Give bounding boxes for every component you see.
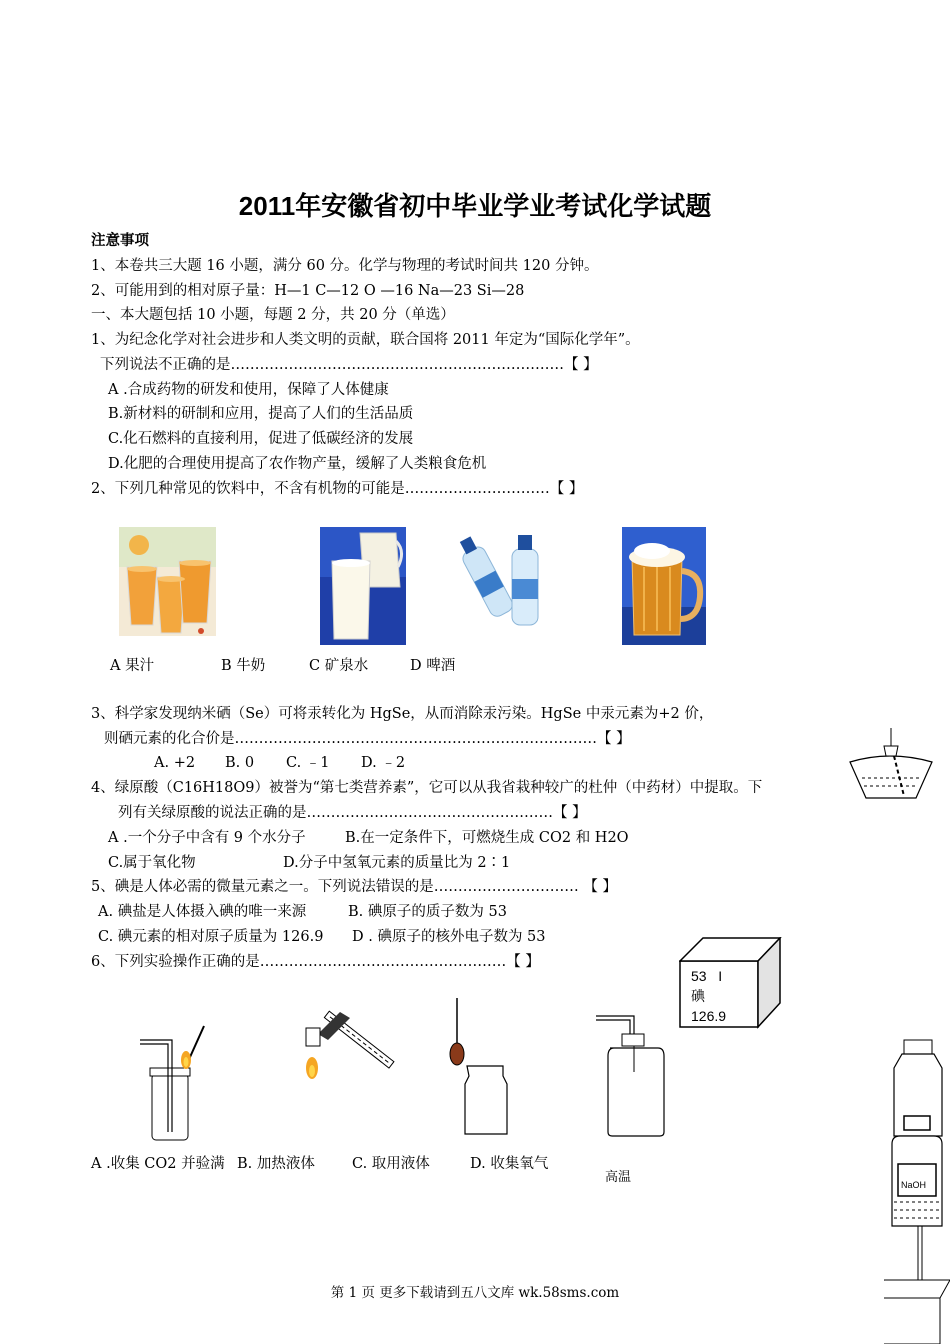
q2-stem: 2、下列几种常见的饮料中，不含有机物的可能是…………………………【 】: [91, 481, 584, 497]
milk-photo: [320, 527, 406, 645]
q4-stem-text: 4、绿原酸（C16H18O9）被誉为“第七类营养素”，它可以从我省栽种较广的杜仲（中药材）中提取。下: [91, 780, 763, 796]
q5-stem: 5、碘是人体必需的微量元素之一。下列说法错误的是………………………… 【 】: [91, 879, 617, 895]
q4-option-d: D.分子中氢氧元素的质量比为 2∶1: [283, 855, 511, 871]
q3-stem-line1: 3、科学家发现纳米硒（Se）可将汞转化为 HgSe，从而消除汞污染。HgSe 中汞元素为+2 价，: [91, 706, 714, 722]
q2-option-c: C 矿泉水: [309, 658, 369, 674]
note-2: 2、可能用到的相对原子量：H—1 C—12 O —16 Na—23 Si—28: [91, 283, 525, 299]
water-photo: [456, 527, 546, 630]
apparatus-c-drawing: [445, 996, 515, 1138]
q3-option-a: A. +2: [154, 755, 196, 771]
q4-stem-line2: 列有关绿原酸的说法正确的是……………………………………………【 】: [118, 805, 587, 821]
juice-photo: [119, 527, 216, 636]
note-1: 1、本卷共三大题 16 小题，满分 60 分。化学与物理的考试时间共 120 分钟。: [91, 258, 599, 274]
q4-option-b: B.在一定条件下，可燃烧生成 CO2 和 H2O: [345, 830, 629, 846]
q6-stem: 6、下列实验操作正确的是……………………………………………【 】: [91, 954, 540, 970]
element-mass: 126.9: [691, 1008, 727, 1024]
q1-option-c: C.化石燃料的直接利用，促进了低碳经济的发展: [108, 431, 414, 447]
q4-option-c: C.属于氧化物: [108, 855, 196, 871]
q1-stem-line1: 1、为纪念化学对社会进步和人类文明的贡献，联合国将 2011 年定为“国际化学年”。: [91, 332, 640, 348]
lamp-apparatus-drawing: [846, 726, 936, 804]
element-name: 碘: [691, 988, 705, 1004]
apparatus-a-drawing: [136, 1022, 212, 1144]
q3-stem-line2: 则硒元素的化合价是…………………………………………………………………【 】: [104, 731, 631, 747]
apparatus-b-drawing: [298, 1006, 400, 1084]
q1-option-d: D.化肥的合理使用提高了农作物产量，缓解了人类粮食危机: [108, 456, 487, 472]
apparatus-d-drawing: [594, 1012, 670, 1140]
q3-option-c: C. ﹣1: [286, 755, 330, 771]
q3-option-b: B. 0: [225, 755, 255, 771]
element-symbol: I: [718, 968, 723, 984]
q5-option-d: D . 碘原子的核外电子数为 53: [352, 929, 546, 945]
q1-option-a: A .合成药物的研发和使用，保障了人体健康: [108, 382, 389, 398]
element-number: 53: [691, 968, 707, 984]
element-number-symbol: [691, 967, 722, 985]
notes-heading: 注意事项: [91, 232, 149, 249]
q2-option-b: B 牛奶: [221, 658, 266, 674]
beer-photo: [622, 527, 706, 645]
page-footer: 第 1 页 更多下载请到五八文库 wk.58sms.com: [330, 1285, 620, 1301]
q6-option-c: C. 取用液体: [352, 1156, 430, 1172]
q1-stem-line2: 下列说法不正确的是……………………………………………………………【 】: [100, 357, 598, 373]
q3-option-d: D. ﹣2: [361, 755, 406, 771]
section-1-heading: 一、本大题包括 10 小题，每题 2 分，共 20 分（单选）: [91, 307, 455, 323]
q4-stem-line1: [91, 778, 762, 798]
q6-option-d: D. 收集氧气: [470, 1156, 549, 1172]
q2-option-a: A 果汁: [110, 658, 155, 674]
q5-option-b: B. 碘原子的质子数为 53: [348, 904, 507, 920]
q2-option-d: D 啤酒: [410, 658, 456, 674]
q5-option-c: C. 碘元素的相对原子质量为 126.9: [98, 929, 324, 945]
q4-option-a: A .一个分子中含有 9 个水分子: [108, 830, 306, 846]
high-temp-label: 高温: [605, 1170, 632, 1185]
q6-option-b: B. 加热液体: [237, 1156, 315, 1172]
q6-option-a: [91, 1152, 225, 1173]
q1-option-b: B.新材料的研制和应用，提高了人们的生活品质: [108, 406, 414, 422]
q5-option-a: A. 碘盐是人体摄入碘的唯一来源: [98, 904, 307, 920]
naoh-label: NaOH: [901, 1180, 927, 1190]
page-title: 2011年安徽省初中毕业学业考试化学试题: [238, 191, 712, 221]
q6-option-a-text: A .收集 CO2 并验满: [91, 1156, 225, 1172]
